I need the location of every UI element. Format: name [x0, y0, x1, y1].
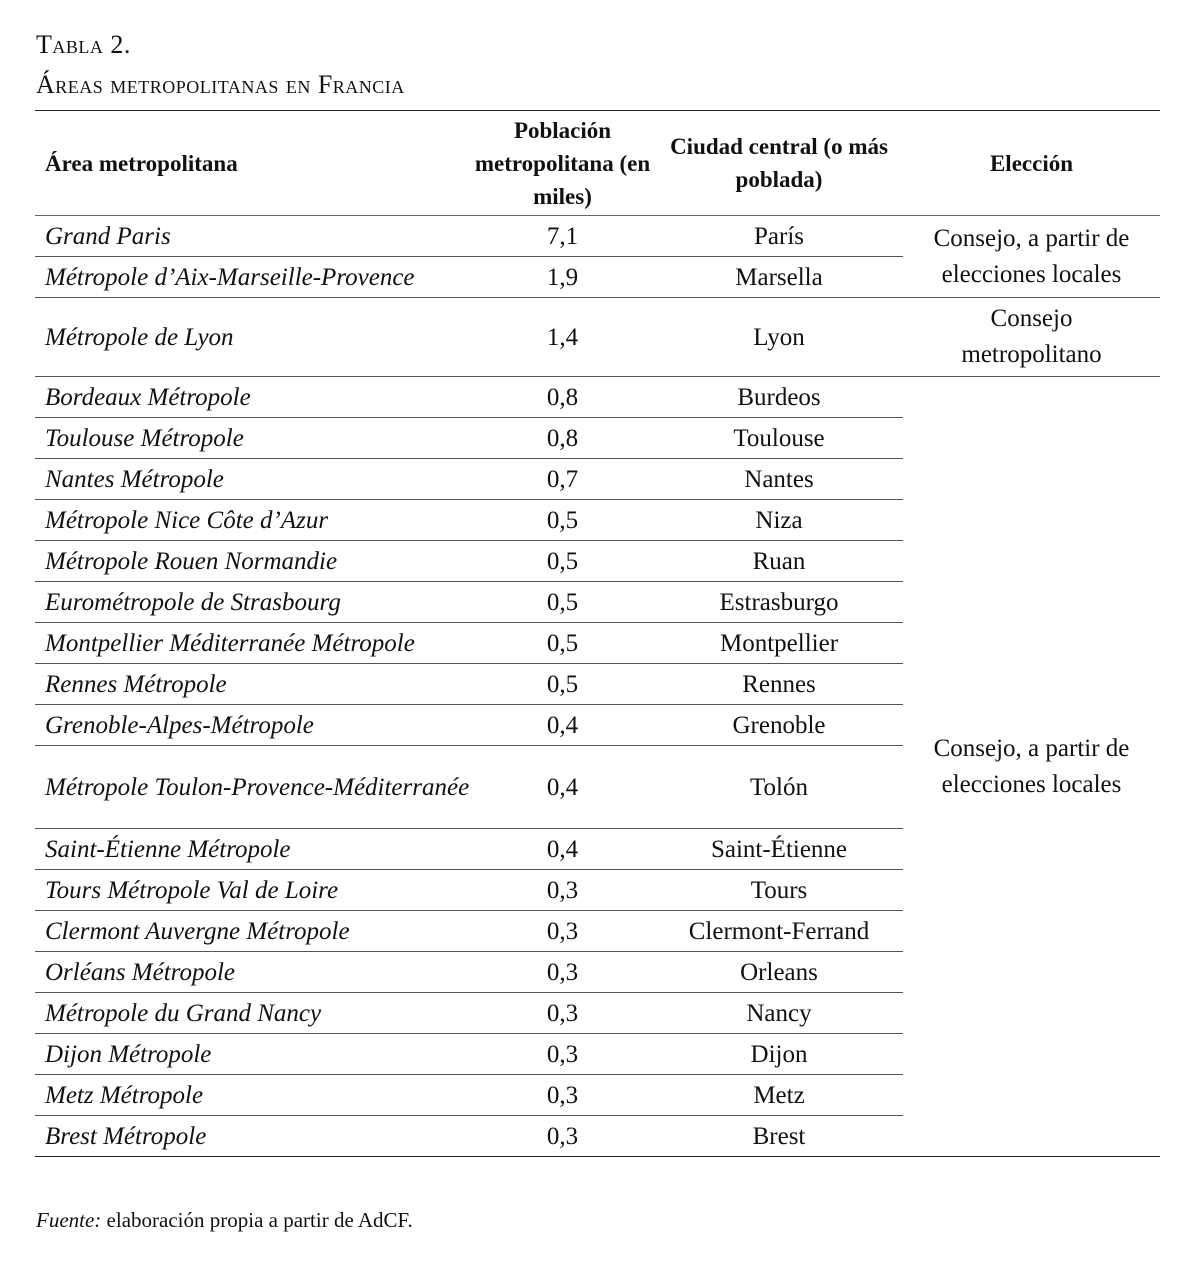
- header-row: [35, 111, 1160, 216]
- city-cell: Grenoble: [655, 705, 903, 746]
- city-cell: Nantes: [655, 459, 903, 500]
- city-cell: Burdeos: [655, 377, 903, 418]
- table-title: Áreas metropolitanas en Francia: [36, 70, 405, 99]
- area-cell: Grand Paris: [35, 216, 470, 257]
- population-cell: 0,5: [470, 541, 655, 582]
- area-cell: Métropole Toulon-Provence-Méditerranée: [35, 746, 470, 829]
- area-cell: Nantes Métropole: [35, 459, 470, 500]
- election-cell: Consejo, a partir de elecciones locales: [933, 734, 1130, 798]
- area-cell: Toulouse Métropole: [35, 418, 470, 459]
- city-cell: Tolón: [655, 746, 903, 829]
- city-cell: Clermont-Ferrand: [655, 911, 903, 952]
- area-cell: Orléans Métropole: [35, 952, 470, 993]
- city-cell: Montpellier: [655, 623, 903, 664]
- area-cell: Métropole Nice Côte d’Azur: [35, 500, 470, 541]
- population-cell: 7,1: [470, 216, 655, 257]
- table-row: [35, 216, 1160, 257]
- population-cell: 0,4: [470, 829, 655, 870]
- population-cell: 0,5: [470, 623, 655, 664]
- population-cell: 0,3: [546, 1122, 579, 1150]
- population-cell: 0,3: [470, 1075, 655, 1116]
- population-cell: 0,8: [470, 418, 655, 459]
- population-cell: 0,5: [470, 664, 655, 705]
- area-cell: Dijon Métropole: [35, 1034, 470, 1075]
- city-cell: Ruan: [655, 541, 903, 582]
- population-cell: 0,5: [470, 582, 655, 623]
- area-cell: Eurométropole de Strasbourg: [35, 582, 470, 623]
- area-cell: Metz Métropole: [35, 1075, 470, 1116]
- city-cell: Orleans: [655, 952, 903, 993]
- area-cell: Métropole d’Aix-Marseille-Provence: [35, 257, 470, 298]
- population-cell: 0,3: [470, 911, 655, 952]
- population-cell: 0,4: [470, 705, 655, 746]
- city-cell: Saint-Étienne: [655, 829, 903, 870]
- population-cell: 1,9: [470, 257, 655, 298]
- population-cell: 1,4: [470, 298, 655, 377]
- city-cell: Niza: [655, 500, 903, 541]
- area-cell: Métropole Rouen Normandie: [35, 541, 470, 582]
- area-cell: Brest Métropole: [45, 1122, 207, 1150]
- area-cell: Clermont Auvergne Métropole: [35, 911, 470, 952]
- population-cell: 0,3: [470, 870, 655, 911]
- area-cell: Métropole du Grand Nancy: [35, 993, 470, 1034]
- city-cell: Brest: [752, 1122, 806, 1150]
- header-population: Población metropolitana (en miles): [470, 111, 655, 216]
- area-cell: Rennes Métropole: [35, 664, 470, 705]
- metro-areas-table: [35, 110, 1160, 1157]
- area-cell: Bordeaux Métropole: [35, 377, 470, 418]
- header-area: Área metropolitana: [35, 111, 470, 216]
- population-cell: 0,4: [470, 746, 655, 829]
- source-note: [36, 1208, 413, 1233]
- city-cell: Dijon: [655, 1034, 903, 1075]
- table-row: [35, 377, 1160, 418]
- area-cell: Grenoble-Alpes-Métropole: [35, 705, 470, 746]
- table-label: Tabla 2.: [36, 30, 131, 59]
- area-cell: Montpellier Méditerranée Métropole: [35, 623, 470, 664]
- header-election: Elección: [903, 111, 1160, 216]
- election-cell: Consejo, a partir de elecciones locales: [903, 216, 1160, 298]
- city-cell: Estrasburgo: [655, 582, 903, 623]
- area-cell: Métropole de Lyon: [35, 298, 470, 377]
- table-row: [35, 298, 1160, 377]
- header-city: Ciudad central (o más poblada): [655, 111, 903, 216]
- city-cell: Toulouse: [655, 418, 903, 459]
- population-cell: 0,3: [470, 993, 655, 1034]
- city-cell: París: [655, 216, 903, 257]
- city-cell: Lyon: [655, 298, 903, 377]
- city-cell: Metz: [655, 1075, 903, 1116]
- population-cell: 0,7: [470, 459, 655, 500]
- population-cell: 0,3: [470, 952, 655, 993]
- city-cell: Nancy: [655, 993, 903, 1034]
- source-text: elaboración propia a partir de AdCF.: [101, 1208, 413, 1232]
- city-cell: Tours: [655, 870, 903, 911]
- population-cell: 0,3: [470, 1034, 655, 1075]
- population-cell: 0,5: [470, 500, 655, 541]
- city-cell: Marsella: [655, 257, 903, 298]
- population-cell: 0,8: [470, 377, 655, 418]
- election-cell: Consejo metropolitano: [903, 298, 1160, 377]
- area-cell: Tours Métropole Val de Loire: [35, 870, 470, 911]
- city-cell: Rennes: [655, 664, 903, 705]
- area-cell: Saint-Étienne Métropole: [35, 829, 470, 870]
- source-label: Fuente:: [36, 1208, 102, 1232]
